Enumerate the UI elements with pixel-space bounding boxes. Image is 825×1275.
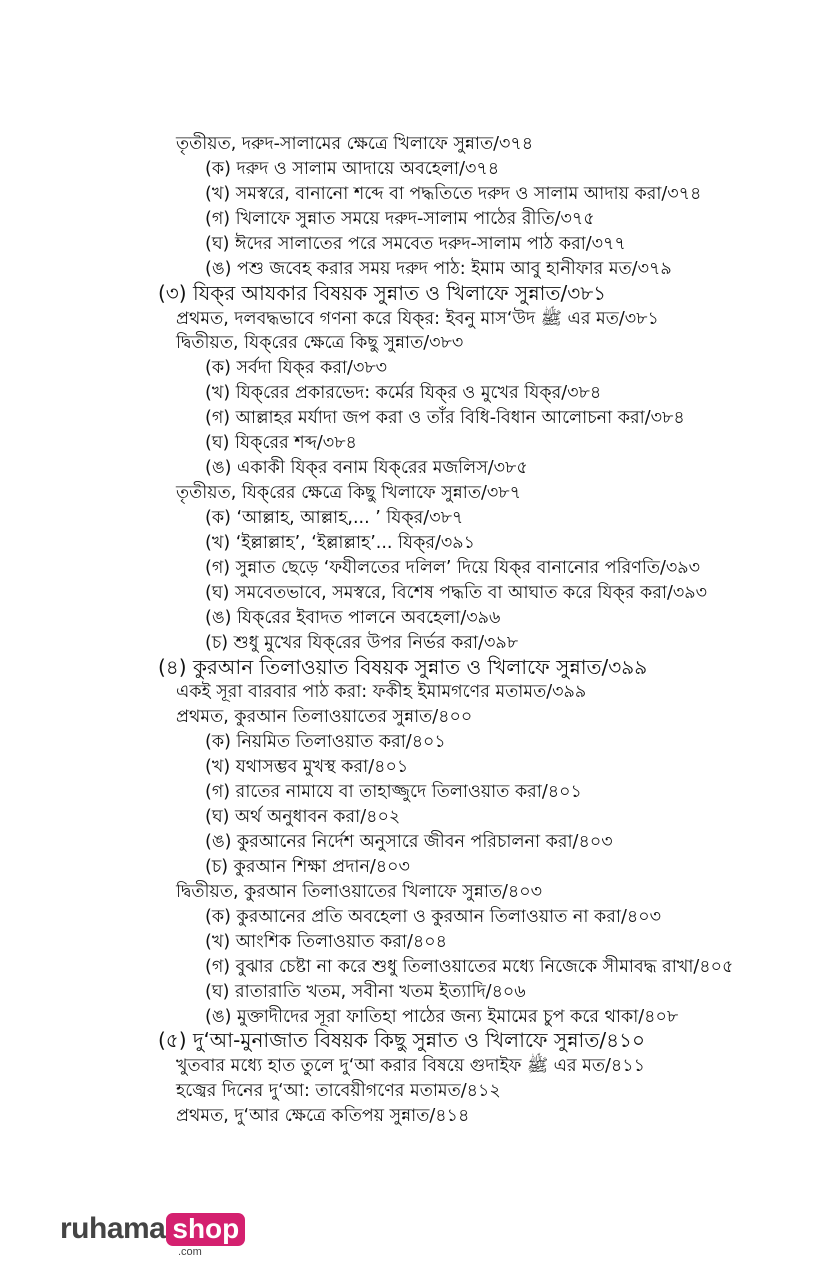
- toc-chapter-heading: (৫) দু‘আ-মুনাজাত বিষয়ক কিছু সুন্নাত ও খিলাফে সুন্নাত/৪১০: [158, 1028, 646, 1053]
- publisher-logo: [60, 1212, 245, 1258]
- toc-subentry: (গ) বুঝার চেষ্টা না করে শুধু তিলাওয়াতের মধ্যে নিজেকে সীমাবদ্ধ রাখা/৪০৫: [205, 956, 734, 977]
- toc-subentry: (গ) খিলাফে সুন্নাত সময়ে দরুদ-সালাম পাঠের রীতি/৩৭৫: [205, 208, 595, 229]
- toc-entry: প্রথমত, দলবদ্ধভাবে গণনা করে যিক্‌র: ইবনু মাস‘উদ ﷺ এর মত/৩৮১: [176, 308, 659, 329]
- toc-subentry: (খ) যথাসম্ভব মুখস্থ করা/৪০১: [205, 757, 409, 778]
- logo-text-ruhama: ruhama: [60, 1212, 166, 1245]
- toc-subentry: (ঘ) রাতারাতি খতম, সবীনা খতম ইত্যাদি/৪০৬: [205, 981, 526, 1002]
- toc-entry: খুতবার মধ্যে হাত তুলে দু‘আ করার বিষয়ে গুদাইফ ﷺ এর মত/৪১১: [176, 1056, 645, 1077]
- toc-subentry: (ঙ) যিক্‌রের ইবাদত পালনে অবহেলা/৩৯৬: [205, 607, 501, 628]
- toc-subentry: (ঘ) অর্থ অনুধাবন করা/৪০২: [205, 807, 401, 828]
- toc-chapter-heading: (৩) যিক্‌র আযকার বিষয়ক সুন্নাত ও খিলাফে সুন্নাত/৩৮১: [158, 280, 607, 305]
- toc-subentry: (চ) শুধু মুখের যিক্‌রের উপর নির্ভর করা/৩৯৮: [205, 632, 519, 653]
- toc-subentry: (খ) ‘ইল্লাল্লাহ’, ‘ইল্লাল্লাহ’... যিক্‌র/৩৯১: [205, 532, 475, 553]
- toc-subentry: (চ) কুরআন শিক্ষা প্রদান/৪০৩: [205, 856, 410, 877]
- toc-subentry: (ক) সর্বদা যিক্‌র করা/৩৮৩: [205, 358, 388, 379]
- toc-subentry: (ক) কুরআনের প্রতি অবহেলা ও কুরআন তিলাওয়াত না করা/৪০৩: [205, 906, 661, 927]
- toc-entry: হজ্বের দিনের দু‘আ: তাবেয়ীগণের মতামত/৪১২: [176, 1081, 501, 1102]
- toc-entry: দ্বিতীয়ত, যিক্‌রের ক্ষেত্রে কিছু সুন্নাত/৩৮৩: [176, 333, 464, 354]
- toc-subentry: (খ) আংশিক তিলাওয়াত করা/৪০৪: [205, 931, 447, 952]
- toc-subentry: (ঘ) যিক্‌রের শব্দ/৩৮৪: [205, 433, 357, 454]
- toc-subentry: (গ) রাতের নামাযে বা তাহাজ্জুদে তিলাওয়াত করা/৪০১: [205, 782, 582, 803]
- toc-subentry: (গ) সুন্নাত ছেড়ে ‘ফযীলতের দলিল’ দিয়ে যিক্‌র বানানোর পরিণতি/৩৯৩: [205, 557, 700, 578]
- toc-subentry: (খ) যিক্‌রের প্রকারভেদ: কর্মের যিক্‌র ও মুখের যিক্‌র/৩৮৪: [205, 383, 602, 404]
- toc-subentry: (ক) ‘আল্লাহ, আল্লাহ,... ’ যিক্‌র/৩৮৭: [205, 507, 464, 528]
- toc-entry: দ্বিতীয়ত, কুরআন তিলাওয়াতের খিলাফে সুন্নাত/৪০৩: [176, 881, 543, 902]
- toc-entry: তৃতীয়ত, যিক্‌রের ক্ষেত্রে কিছু খিলাফে সুন্নাত/৩৮৭: [176, 483, 521, 504]
- toc-entry: প্রথমত, দু‘আর ক্ষেত্রে কতিপয় সুন্নাত/৪১৪: [176, 1106, 470, 1127]
- toc-subentry: (গ) আল্লাহর মর্যাদা জপ করা ও তাঁর বিধি-বিধান আলোচনা করা/৩৮৪: [205, 408, 685, 429]
- logo-domain: .com: [178, 1246, 202, 1258]
- toc-entry: একই সূরা বারবার পাঠ করা: ফকীহ ইমামগণের মতামত/৩৯৯: [176, 682, 587, 703]
- toc-subentry: (ঙ) পশু জবেহ করার সময় দরুদ পাঠ: ইমাম আবু হানীফার মত/৩৭৯: [205, 258, 672, 279]
- toc-subentry: (ক) দরুদ ও সালাম আদায়ে অবহেলা/৩৭৪: [205, 158, 500, 179]
- toc-chapter-heading: (৪) কুরআন তিলাওয়াত বিষয়ক সুন্নাত ও খিলাফে সুন্নাত/৩৯৯: [158, 654, 648, 679]
- toc-subentry: (ঙ) কুরআনের নির্দেশ অনুসারে জীবন পরিচালনা করা/৪০৩: [205, 832, 613, 853]
- toc-subentry: (ঘ) সমবেতভাবে, সমস্বরে, বিশেষ পদ্ধতি বা আঘাত করে যিক্‌র করা/৩৯৩: [205, 582, 707, 603]
- toc-subentry: (ঘ) ঈদের সালাতের পরে সমবেত দরুদ-সালাম পাঠ করা/৩৭৭: [205, 233, 626, 254]
- toc-subentry: (ক) নিয়মিত তিলাওয়াত করা/৪০১: [205, 732, 446, 753]
- toc-subentry: (ঙ) একাকী যিক্‌র বনাম যিক্‌রের মজলিস/৩৮৫: [205, 458, 528, 479]
- logo-text-shop: shop: [166, 1213, 245, 1246]
- toc-subentry: (ঙ) মুক্তাদীদের সূরা ফাতিহা পাঠের জন্য ইমামের চুপ করে থাকা/৪০৮: [205, 1006, 679, 1027]
- toc-entry: প্রথমত, কুরআন তিলাওয়াতের সুন্নাত/৪০০: [176, 707, 473, 728]
- toc-subentry: (খ) সমস্বরে, বানানো শব্দে বা পদ্ধতিতে দরুদ ও সালাম আদায় করা/৩৭৪: [205, 183, 702, 204]
- toc-entry: তৃতীয়ত, দরুদ-সালামের ক্ষেত্রে খিলাফে সুন্নাত/৩৭৪: [176, 134, 534, 154]
